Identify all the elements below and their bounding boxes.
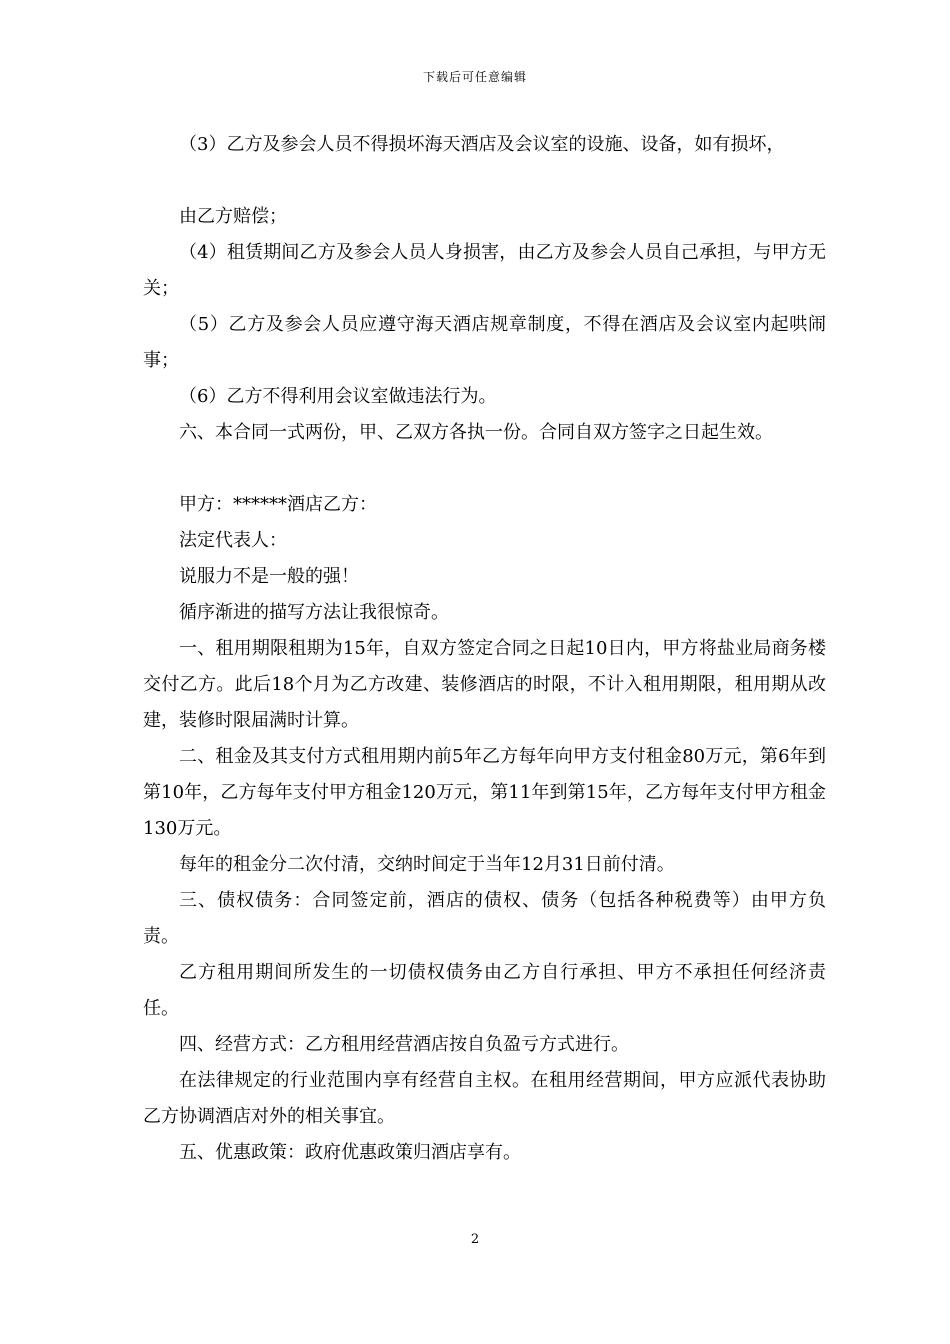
paragraph-comment-2: 循序渐进的描写方法让我很惊奇。 bbox=[179, 602, 449, 623]
paragraph-clause-6: （6）乙方不得利用会议室做违法行为。 bbox=[179, 386, 497, 407]
paragraph-clause-3-cont: 由乙方赔偿； bbox=[179, 206, 287, 227]
page-header: 下载后可任意编辑 bbox=[422, 70, 527, 84]
paragraph-rent-payment: 每年的租金分二次付清，交纳时间定于当年12月31日前付清。 bbox=[179, 854, 675, 875]
paragraph-operation: 四、经营方式：乙方租用经营酒店按自负盈亏方式进行。 bbox=[179, 1034, 629, 1055]
spacer bbox=[143, 163, 826, 199]
spacer bbox=[143, 451, 826, 487]
paragraph-comment-1: 说服力不是一般的强！ bbox=[179, 566, 359, 587]
paragraph-policy: 五、优惠政策：政府优惠政策归酒店享有。 bbox=[179, 1142, 521, 1163]
paragraph-clause-4: （4）租赁期间乙方及参会人员人身损害，由乙方及参会人员自己承担，与甲方无关； bbox=[143, 242, 826, 299]
paragraph-debts: 三、债权债务：合同签定前，酒店的债权、债务（包括各种税费等）由甲方负责。 bbox=[143, 890, 826, 947]
paragraph-term: 一、租用期限租期为15年，自双方签定合同之日起10日内，甲方将盐业局商务楼交付乙方。此后18个月为乙方改建、装修酒店的时限，不计入租用期限，租用期从改建，装修时限届满时计算。 bbox=[143, 638, 826, 731]
paragraph-debts-cont: 乙方租用期间所发生的一切债权债务由乙方自行承担、甲方不承担任何经济责任。 bbox=[143, 962, 826, 1019]
signature-legal-rep: 法定代表人： bbox=[179, 530, 287, 551]
paragraph-clause-3: （3）乙方及参会人员不得损坏海天酒店及会议室的设施、设备，如有损坏， bbox=[179, 134, 785, 155]
signature-party-a: 甲方：******酒店乙方： bbox=[179, 494, 377, 515]
paragraph-operation-cont: 在法律规定的行业范围内享有经营自主权。在租用经营期间，甲方应派代表协助乙方协调酒店对外的相关事宜。 bbox=[143, 1070, 826, 1127]
paragraph-section-6: 六、本合同一式两份，甲、乙双方各执一份。合同自双方签字之日起生效。 bbox=[179, 422, 773, 443]
document-body bbox=[143, 127, 826, 1171]
paragraph-rent: 二、租金及其支付方式租用期内前5年乙方每年向甲方支付租金80万元，第6年到第10年，乙方每年支付甲方租金120万元，第11年到第15年，乙方每年支付甲方租金130万元。 bbox=[143, 746, 826, 839]
paragraph-clause-5: （5）乙方及参会人员应遵守海天酒店规章制度，不得在酒店及会议室内起哄闹事； bbox=[143, 314, 826, 371]
page-number: 2 bbox=[470, 1232, 480, 1247]
